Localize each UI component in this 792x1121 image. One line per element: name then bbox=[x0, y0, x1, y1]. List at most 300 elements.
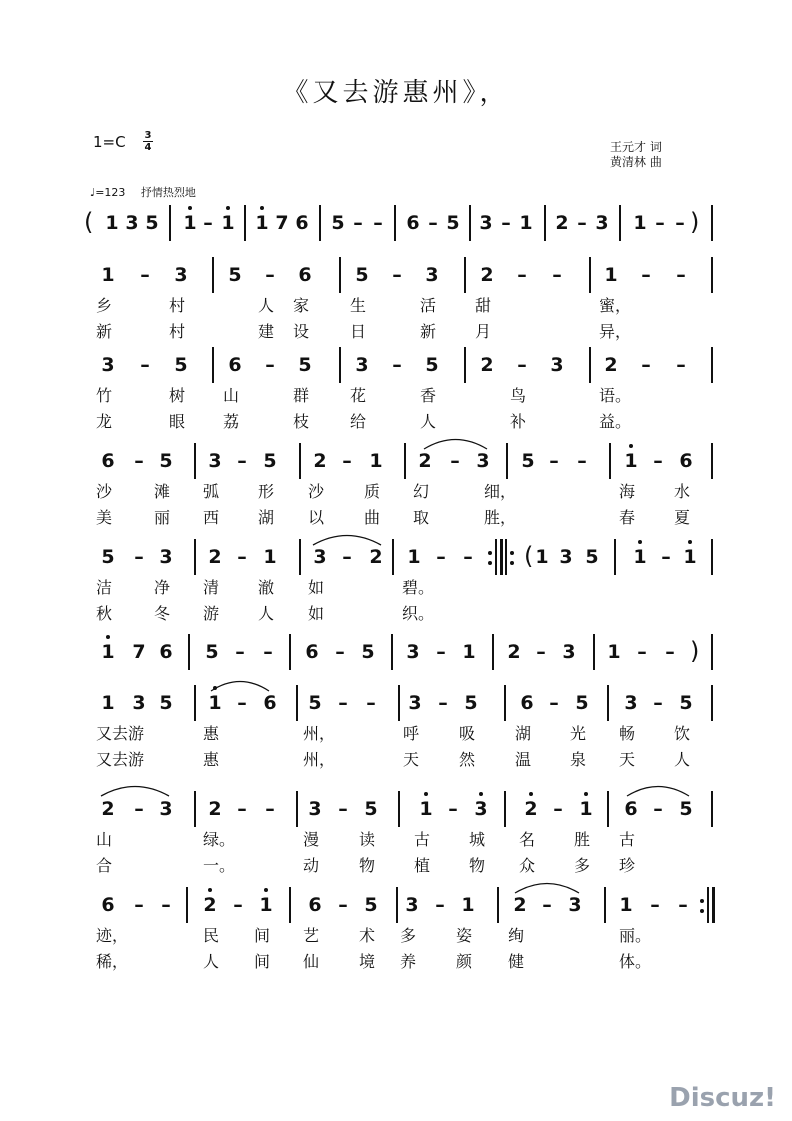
repeat-dot bbox=[488, 551, 492, 555]
lyric-verse-1: 胜 bbox=[574, 830, 591, 849]
barline bbox=[464, 347, 466, 383]
barline bbox=[589, 347, 591, 383]
note: 3 bbox=[159, 798, 173, 820]
note: 1 bbox=[619, 894, 633, 916]
dash-note: – bbox=[392, 264, 402, 286]
lyric-verse-1: 净 bbox=[154, 578, 171, 597]
lyric-verse-2: 设 bbox=[293, 322, 310, 341]
lyric-verse-2: 新 bbox=[420, 322, 437, 341]
lyric-verse-2: 天 bbox=[403, 750, 420, 769]
lyric-verse-2: 人 bbox=[203, 952, 220, 971]
dash-note: – bbox=[134, 546, 144, 568]
lyric-verse-2: 春 bbox=[619, 508, 636, 527]
note: 2 bbox=[418, 450, 432, 472]
dash-note: – bbox=[536, 641, 546, 663]
note: 1 bbox=[462, 641, 476, 663]
barline bbox=[194, 443, 196, 479]
lyric-verse-2: 植 bbox=[414, 856, 431, 875]
note: 2 bbox=[507, 641, 521, 663]
dash-note: – bbox=[676, 264, 686, 286]
lyric-verse-1: 弧 bbox=[203, 482, 220, 501]
close-parenthesis: ) bbox=[690, 208, 700, 236]
note: 5 bbox=[298, 354, 312, 376]
lyric-verse-2: 境 bbox=[359, 952, 376, 971]
high-octave-dot bbox=[260, 206, 264, 210]
lyric-verse-2: 游 bbox=[203, 604, 220, 623]
dash-note: – bbox=[265, 354, 275, 376]
dash-note: – bbox=[501, 212, 511, 234]
dash-note: – bbox=[653, 692, 663, 714]
note: 1 bbox=[183, 212, 197, 234]
dash-note: – bbox=[342, 546, 352, 568]
lyric-verse-2: 动 bbox=[303, 856, 320, 875]
dash-note: – bbox=[553, 798, 563, 820]
high-octave-dot bbox=[479, 792, 483, 796]
slur bbox=[100, 783, 170, 797]
note: 3 bbox=[595, 212, 609, 234]
lyric-verse-2: 间 bbox=[254, 952, 271, 971]
note: 5 bbox=[174, 354, 188, 376]
lyric-verse-1: 澈 bbox=[258, 578, 275, 597]
dash-note: – bbox=[650, 894, 660, 916]
note: 1 bbox=[105, 212, 119, 234]
barline bbox=[711, 257, 713, 293]
dash-note: – bbox=[140, 264, 150, 286]
lyric-verse-1: 饮 bbox=[674, 724, 691, 743]
lyric-verse-1: 清 bbox=[203, 578, 220, 597]
slur bbox=[210, 678, 270, 692]
barline bbox=[212, 257, 214, 293]
close-parenthesis: ) bbox=[690, 637, 700, 665]
high-octave-dot bbox=[264, 888, 268, 892]
lyric-verse-2: 物 bbox=[359, 856, 376, 875]
note: 2 bbox=[203, 894, 217, 916]
dash-note: – bbox=[338, 798, 348, 820]
lyric-verse-1: 香 bbox=[420, 386, 437, 405]
lyric-verse-2: 补 bbox=[510, 412, 527, 431]
lyric-verse-1: 绚 bbox=[508, 926, 525, 945]
note: 7 bbox=[275, 212, 289, 234]
barline bbox=[398, 685, 400, 721]
note: 1 bbox=[101, 692, 115, 714]
note: 2 bbox=[208, 546, 222, 568]
time-signature bbox=[141, 130, 155, 153]
dash-note: – bbox=[552, 264, 562, 286]
lyric-verse-1: 形 bbox=[258, 482, 275, 501]
note: 2 bbox=[480, 264, 494, 286]
note: 6 bbox=[305, 641, 319, 663]
dash-note: – bbox=[342, 450, 352, 472]
lyric-verse-1: 家 bbox=[293, 296, 310, 315]
note: 2 bbox=[524, 798, 538, 820]
high-octave-dot bbox=[638, 540, 642, 544]
repeat-thick-barline bbox=[500, 539, 503, 575]
lyric-verse-2: 颜 bbox=[456, 952, 473, 971]
lyric-verse-2: 众 bbox=[519, 856, 536, 875]
lyric-verse-1: 山 bbox=[223, 386, 240, 405]
dash-note: – bbox=[161, 894, 171, 916]
note: 1 bbox=[461, 894, 475, 916]
note: 3 bbox=[562, 641, 576, 663]
note: 6 bbox=[228, 354, 242, 376]
dash-note: – bbox=[265, 798, 275, 820]
note: 1 bbox=[369, 450, 383, 472]
dash-note: – bbox=[450, 450, 460, 472]
lyric-verse-2: 又去游 bbox=[96, 750, 145, 769]
note: 6 bbox=[295, 212, 309, 234]
lyric-verse-1: 洁 bbox=[96, 578, 113, 597]
watermark: Discuz! bbox=[669, 1083, 776, 1113]
dash-note: – bbox=[665, 641, 675, 663]
note: 1 bbox=[221, 212, 235, 234]
meter-bottom: 4 bbox=[144, 142, 152, 153]
lyric-verse-2: 眼 bbox=[169, 412, 186, 431]
slur bbox=[626, 783, 690, 797]
high-octave-dot bbox=[629, 444, 633, 448]
note: 3 bbox=[101, 354, 115, 376]
barline bbox=[194, 791, 196, 827]
note: 2 bbox=[604, 354, 618, 376]
barline bbox=[711, 685, 713, 721]
lyric-verse-1: 碧。 bbox=[402, 578, 435, 597]
dash-note: – bbox=[140, 354, 150, 376]
dash-note: – bbox=[463, 546, 473, 568]
lyric-verse-1: 活 bbox=[420, 296, 437, 315]
high-octave-dot bbox=[584, 792, 588, 796]
dash-note: – bbox=[637, 641, 647, 663]
dash-note: – bbox=[641, 354, 651, 376]
lyric-verse-2: 取 bbox=[413, 508, 430, 527]
note: 5 bbox=[425, 354, 439, 376]
barline bbox=[398, 791, 400, 827]
note: 3 bbox=[425, 264, 439, 286]
dash-note: – bbox=[676, 354, 686, 376]
barline bbox=[711, 539, 713, 575]
high-octave-dot bbox=[208, 888, 212, 892]
dash-note: – bbox=[237, 450, 247, 472]
barline bbox=[319, 205, 321, 241]
note: 5 bbox=[364, 894, 378, 916]
barline bbox=[504, 685, 506, 721]
lyric-verse-1: 人 bbox=[258, 296, 275, 315]
note: 3 bbox=[159, 546, 173, 568]
lyric-verse-1: 细， bbox=[484, 482, 517, 501]
note: 5 bbox=[331, 212, 345, 234]
dash-note: – bbox=[233, 894, 243, 916]
note: 5 bbox=[361, 641, 375, 663]
note: 3 bbox=[624, 692, 638, 714]
lyric-verse-2: 温 bbox=[515, 750, 532, 769]
barline bbox=[296, 685, 298, 721]
dash-note: – bbox=[237, 798, 247, 820]
note: 2 bbox=[369, 546, 383, 568]
barline bbox=[497, 887, 499, 923]
note: 1 bbox=[624, 450, 638, 472]
barline bbox=[711, 634, 713, 670]
note: 1 bbox=[633, 212, 647, 234]
note: 3 bbox=[559, 546, 573, 568]
song-title: 《又去游惠州》， bbox=[282, 78, 510, 108]
barline bbox=[607, 685, 609, 721]
lyric-verse-2: 曲 bbox=[364, 508, 381, 527]
dash-note: – bbox=[392, 354, 402, 376]
lyric-verse-1: 蜜， bbox=[599, 296, 632, 315]
note: 3 bbox=[479, 212, 493, 234]
note: 6 bbox=[101, 894, 115, 916]
note: 1 bbox=[535, 546, 549, 568]
dash-note: – bbox=[373, 212, 383, 234]
lyric-verse-2: 异， bbox=[599, 322, 632, 341]
note: 5 bbox=[521, 450, 535, 472]
note: 1 bbox=[208, 692, 222, 714]
barline bbox=[194, 685, 196, 721]
lyric-verse-1: 漫 bbox=[303, 830, 320, 849]
note: 7 bbox=[132, 641, 146, 663]
dash-note: – bbox=[653, 450, 663, 472]
lyric-verse-2: 多 bbox=[574, 856, 591, 875]
barline bbox=[614, 539, 616, 575]
lyric-verse-1: 滩 bbox=[154, 482, 171, 501]
barline bbox=[506, 443, 508, 479]
note: 1 bbox=[101, 641, 115, 663]
lyric-verse-2: 龙 bbox=[96, 412, 113, 431]
lyric-verse-2: 然 bbox=[459, 750, 476, 769]
lyric-verse-2: 织。 bbox=[402, 604, 435, 623]
note: 6 bbox=[101, 450, 115, 472]
dash-note: – bbox=[577, 212, 587, 234]
note: 1 bbox=[101, 264, 115, 286]
dash-note: – bbox=[438, 692, 448, 714]
barline bbox=[469, 205, 471, 241]
barline bbox=[289, 634, 291, 670]
dash-note: – bbox=[641, 264, 651, 286]
note: 6 bbox=[520, 692, 534, 714]
meter-top: 3 bbox=[144, 130, 152, 141]
lyric-verse-1: 花 bbox=[350, 386, 367, 405]
barline bbox=[404, 443, 406, 479]
lyric-verse-2: 以 bbox=[308, 508, 325, 527]
dash-note: – bbox=[448, 798, 458, 820]
note: 5 bbox=[263, 450, 277, 472]
lyric-verse-2: 给 bbox=[350, 412, 367, 431]
lyric-verse-1: 城 bbox=[469, 830, 486, 849]
lyric-verse-2: 秋 bbox=[96, 604, 113, 623]
note: 3 bbox=[406, 641, 420, 663]
note: 5 bbox=[679, 692, 693, 714]
note: 3 bbox=[313, 546, 327, 568]
repeat-dot bbox=[510, 551, 514, 555]
note: 5 bbox=[159, 450, 173, 472]
dash-note: – bbox=[549, 692, 559, 714]
lyricist-credit: 王元才 词 bbox=[610, 140, 662, 154]
lyric-verse-1: 古 bbox=[619, 830, 636, 849]
lyric-verse-1: 乡 bbox=[96, 296, 113, 315]
lyric-verse-1: 艺 bbox=[303, 926, 320, 945]
dash-note: – bbox=[134, 798, 144, 820]
note: 3 bbox=[174, 264, 188, 286]
barline bbox=[339, 347, 341, 383]
repeat-dot bbox=[510, 561, 514, 565]
dash-note: – bbox=[134, 894, 144, 916]
barline bbox=[711, 791, 713, 827]
lyric-verse-2: 西 bbox=[203, 508, 220, 527]
barline bbox=[396, 887, 398, 923]
lyric-verse-2: 天 bbox=[619, 750, 636, 769]
tempo-value: ♩=123 bbox=[90, 186, 126, 199]
note: 5 bbox=[145, 212, 159, 234]
barline bbox=[212, 347, 214, 383]
lyric-verse-1: 湖 bbox=[515, 724, 532, 743]
final-thick-barline bbox=[712, 887, 715, 923]
note: 3 bbox=[568, 894, 582, 916]
lyric-verse-1: 读 bbox=[359, 830, 376, 849]
barline bbox=[593, 634, 595, 670]
high-octave-dot bbox=[688, 540, 692, 544]
barline bbox=[504, 791, 506, 827]
lyric-verse-1: 甜 bbox=[475, 296, 492, 315]
note: 6 bbox=[159, 641, 173, 663]
barline bbox=[607, 791, 609, 827]
lyric-verse-1: 惠 bbox=[203, 724, 220, 743]
note: 3 bbox=[476, 450, 490, 472]
note: 1 bbox=[604, 264, 618, 286]
lyric-verse-1: 民 bbox=[203, 926, 220, 945]
note: 1 bbox=[255, 212, 269, 234]
note: 3 bbox=[125, 212, 139, 234]
note: 3 bbox=[408, 692, 422, 714]
lyric-verse-2: 月 bbox=[475, 322, 492, 341]
expression-mark: 抒情热烈地 bbox=[140, 186, 196, 199]
note: 1 bbox=[683, 546, 697, 568]
lyric-verse-2: 健 bbox=[508, 952, 525, 971]
note: 6 bbox=[624, 798, 638, 820]
dash-note: – bbox=[436, 641, 446, 663]
note: 5 bbox=[308, 692, 322, 714]
lyric-verse-1: 群 bbox=[293, 386, 310, 405]
dash-note: – bbox=[517, 264, 527, 286]
note: 3 bbox=[208, 450, 222, 472]
lyric-verse-2: 冬 bbox=[154, 604, 171, 623]
lyric-verse-2: 人 bbox=[674, 750, 691, 769]
lyric-verse-1: 幻 bbox=[413, 482, 430, 501]
barline bbox=[169, 205, 171, 241]
open-parenthesis: ( bbox=[84, 208, 94, 236]
note: 2 bbox=[480, 354, 494, 376]
lyric-verse-1: 树 bbox=[169, 386, 186, 405]
note: 6 bbox=[679, 450, 693, 472]
repeat-barline bbox=[495, 539, 497, 575]
barline bbox=[711, 443, 713, 479]
barline bbox=[392, 539, 394, 575]
dash-note: – bbox=[655, 212, 665, 234]
barline bbox=[492, 634, 494, 670]
note: 2 bbox=[208, 798, 222, 820]
lyric-verse-1: 古 bbox=[414, 830, 431, 849]
dash-note: – bbox=[237, 546, 247, 568]
dash-note: – bbox=[577, 450, 587, 472]
note: 5 bbox=[575, 692, 589, 714]
note: 3 bbox=[474, 798, 488, 820]
dash-note: – bbox=[203, 212, 213, 234]
note: 5 bbox=[205, 641, 219, 663]
note: 3 bbox=[405, 894, 419, 916]
barline bbox=[194, 539, 196, 575]
note: 1 bbox=[633, 546, 647, 568]
lyric-verse-1: 海 bbox=[619, 482, 636, 501]
barline bbox=[296, 791, 298, 827]
dash-note: – bbox=[678, 894, 688, 916]
lyric-verse-1: 又去游 bbox=[96, 724, 145, 743]
lyric-verse-2: 合 bbox=[96, 856, 113, 875]
key-signature: 1=C bbox=[93, 133, 126, 151]
lyric-verse-1: 沙 bbox=[96, 482, 113, 501]
note: 1 bbox=[519, 212, 533, 234]
note: 1 bbox=[419, 798, 433, 820]
lyric-verse-1: 间 bbox=[254, 926, 271, 945]
slur bbox=[423, 436, 488, 450]
lyric-verse-1: 州， bbox=[303, 724, 336, 743]
lyric-verse-2: 如 bbox=[308, 604, 325, 623]
dash-note: – bbox=[353, 212, 363, 234]
note: 6 bbox=[298, 264, 312, 286]
lyric-verse-2: 养 bbox=[400, 952, 417, 971]
dash-note: – bbox=[338, 692, 348, 714]
lyric-verse-2: 新 bbox=[96, 322, 113, 341]
note: 6 bbox=[406, 212, 420, 234]
open-parenthesis: ( bbox=[524, 542, 534, 570]
lyric-verse-1: 光 bbox=[570, 724, 587, 743]
barline bbox=[299, 539, 301, 575]
dash-note: – bbox=[428, 212, 438, 234]
barline bbox=[544, 205, 546, 241]
lyric-verse-2: 荔 bbox=[223, 412, 240, 431]
barline bbox=[711, 347, 713, 383]
barline bbox=[619, 205, 621, 241]
note: 3 bbox=[550, 354, 564, 376]
lyric-verse-2: 一。 bbox=[203, 856, 236, 875]
note: 5 bbox=[446, 212, 460, 234]
lyric-verse-1: 丽。 bbox=[619, 926, 652, 945]
lyric-verse-1: 语。 bbox=[599, 386, 632, 405]
lyric-verse-1: 呼 bbox=[403, 724, 420, 743]
dash-note: – bbox=[265, 264, 275, 286]
lyric-verse-1: 沙 bbox=[308, 482, 325, 501]
lyric-verse-1: 鸟 bbox=[510, 386, 527, 405]
lyric-verse-2: 体。 bbox=[619, 952, 652, 971]
lyric-verse-1: 多 bbox=[400, 926, 417, 945]
note: 2 bbox=[101, 798, 115, 820]
lyric-verse-2: 物 bbox=[469, 856, 486, 875]
barline bbox=[188, 634, 190, 670]
lyric-verse-2: 夏 bbox=[674, 508, 691, 527]
lyric-verse-2: 湖 bbox=[258, 508, 275, 527]
lyric-verse-1: 姿 bbox=[456, 926, 473, 945]
lyric-verse-1: 迹， bbox=[96, 926, 129, 945]
note: 1 bbox=[607, 641, 621, 663]
lyric-verse-1: 绿。 bbox=[203, 830, 236, 849]
note: 1 bbox=[579, 798, 593, 820]
note: 5 bbox=[159, 692, 173, 714]
lyric-verse-2: 珍 bbox=[619, 856, 636, 875]
lyric-verse-2: 惠 bbox=[203, 750, 220, 769]
lyric-verse-2: 村 bbox=[169, 322, 186, 341]
dash-note: – bbox=[661, 546, 671, 568]
lyric-verse-1: 村 bbox=[169, 296, 186, 315]
note: 1 bbox=[263, 546, 277, 568]
note: 5 bbox=[464, 692, 478, 714]
lyric-verse-2: 胜， bbox=[484, 508, 517, 527]
barline bbox=[391, 634, 393, 670]
